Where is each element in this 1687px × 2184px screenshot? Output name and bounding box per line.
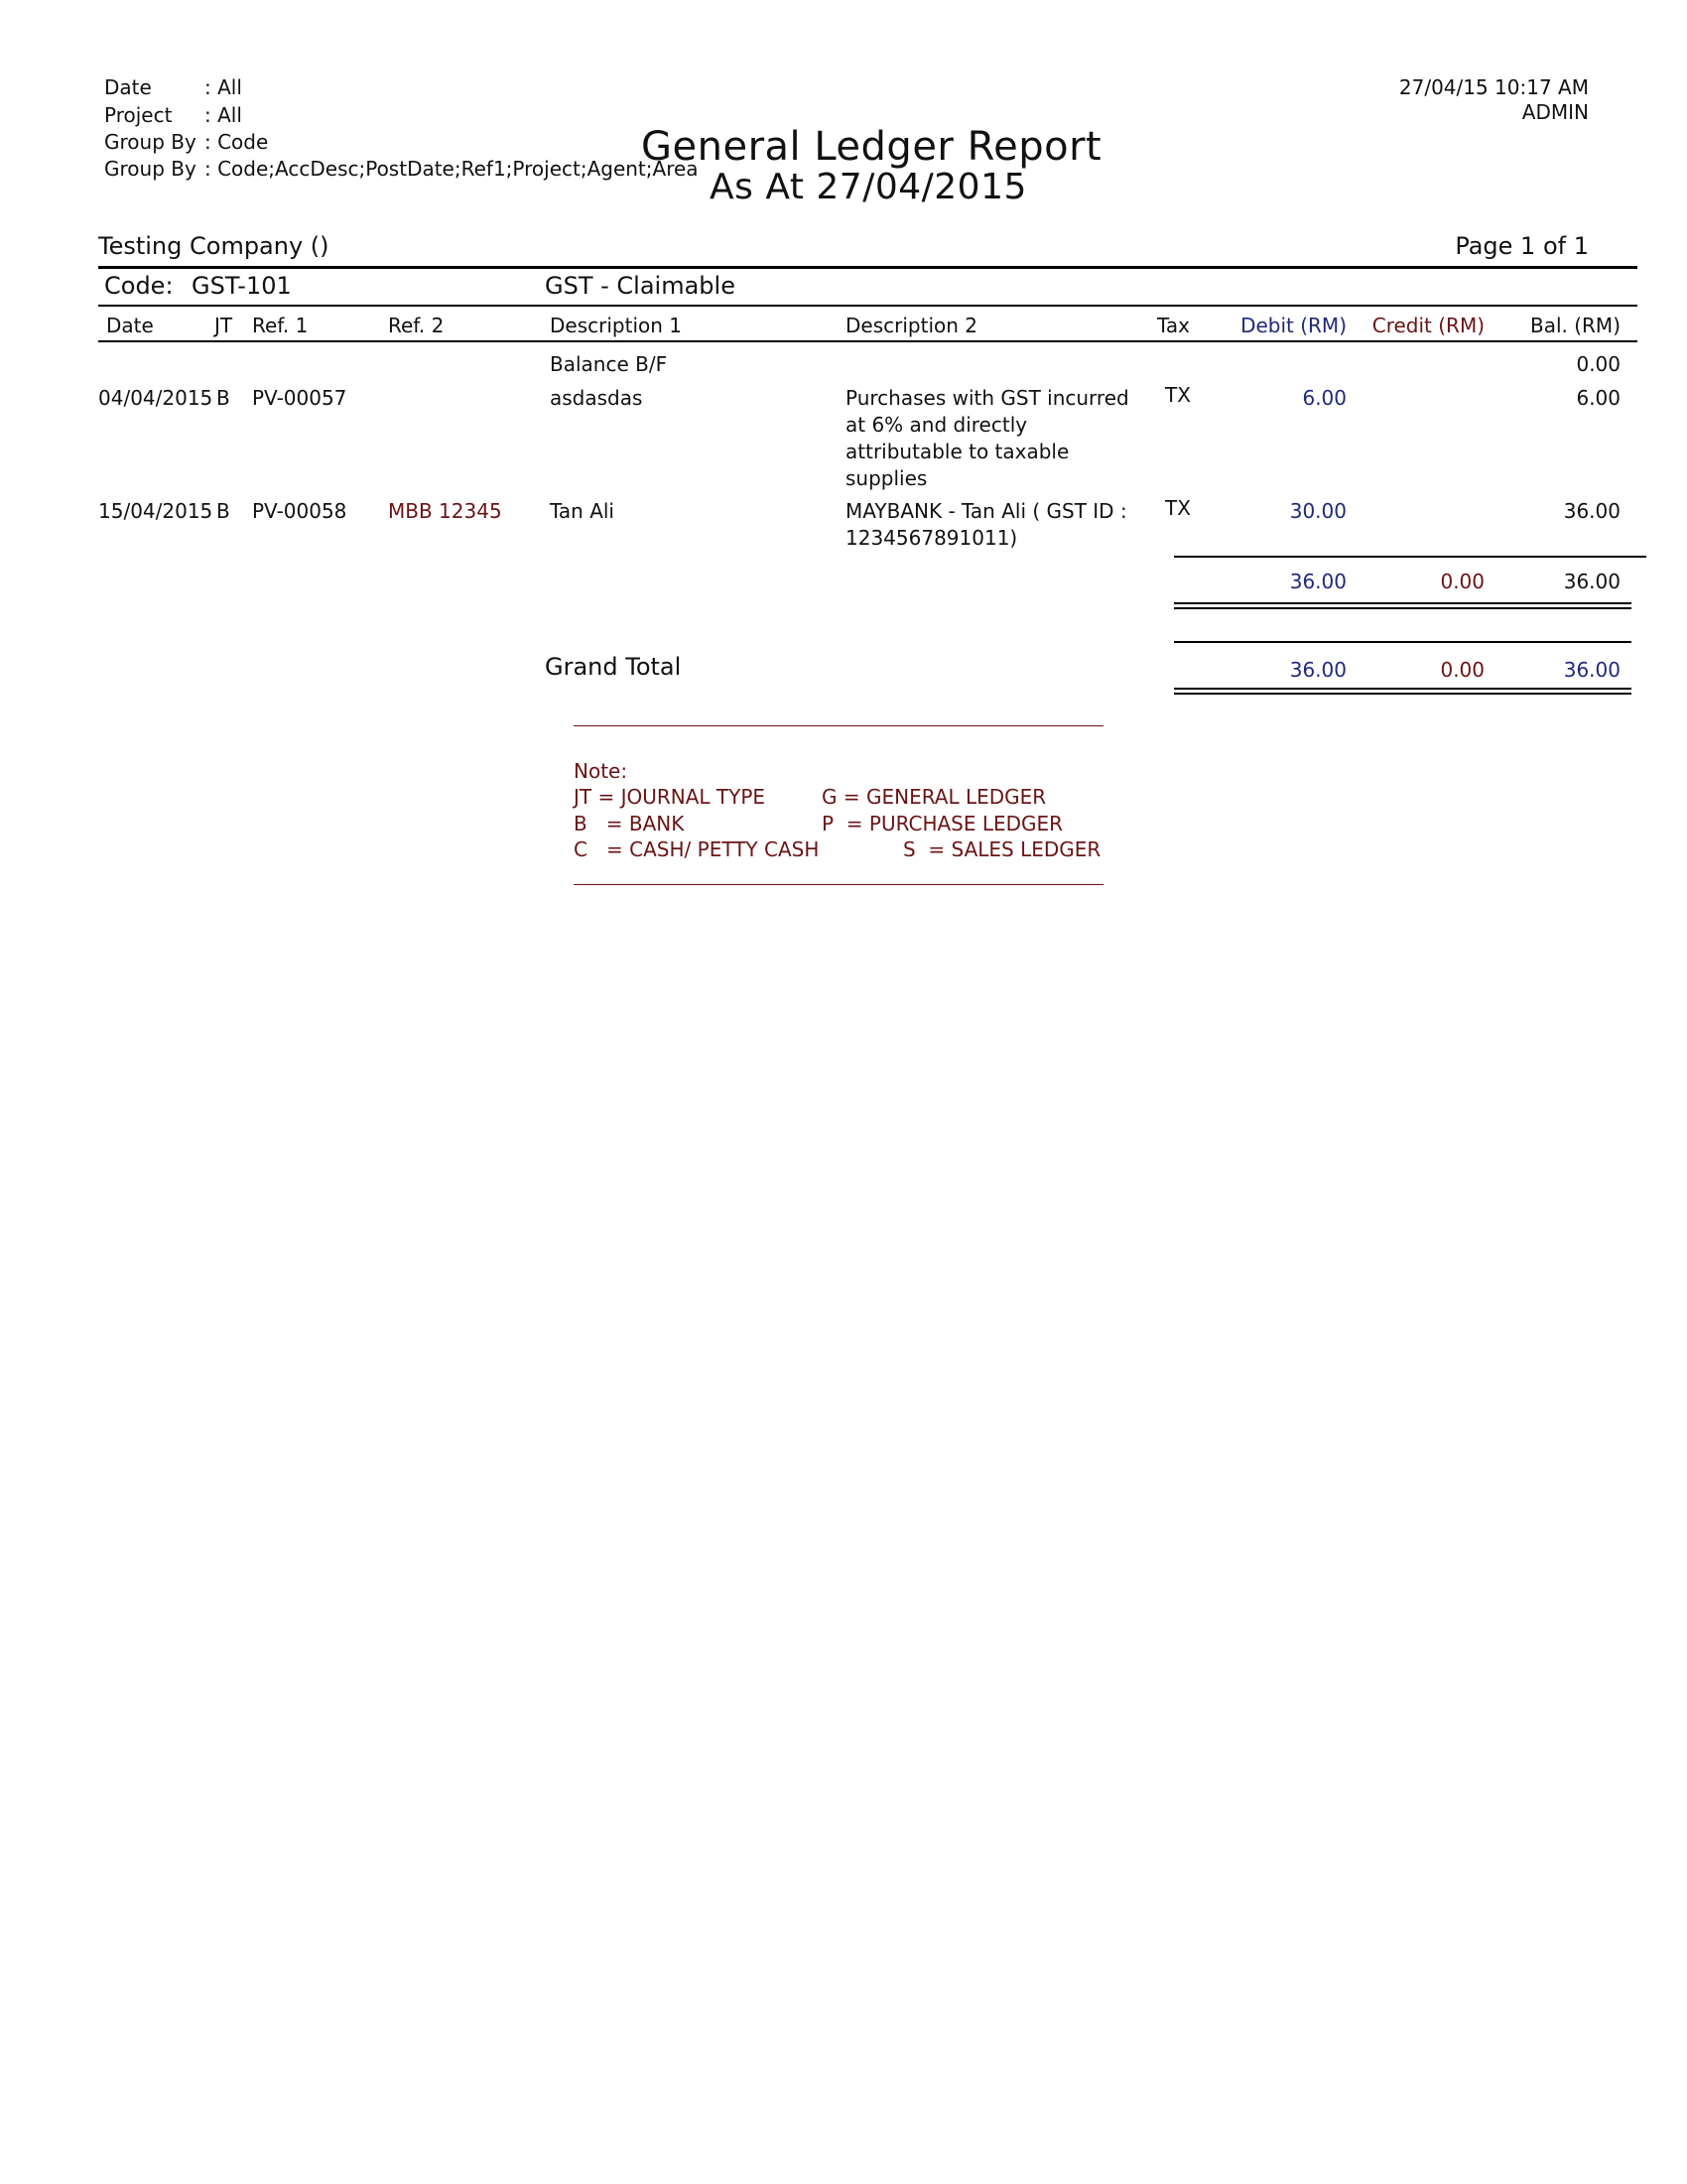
subtotal-top-rule (1174, 556, 1646, 558)
note-line-right: S = SALES LEDGER (903, 837, 1102, 861)
filter-groupby-label: Group By (104, 130, 196, 154)
note-heading: Note: (574, 759, 628, 783)
subtotal-credit: 0.00 (1440, 570, 1485, 593)
report-subtitle: As At 27/04/2015 (710, 167, 1027, 207)
balance-bf-value: 0.00 (1576, 352, 1621, 376)
row-ref1: PV-00057 (252, 386, 347, 410)
grandtotal-double-rule-2 (1174, 693, 1631, 695)
subtotal-double-rule-2 (1174, 607, 1631, 609)
grand-total-balance: 36.00 (1563, 658, 1621, 682)
row-desc1: asdasdas (550, 386, 643, 410)
row-desc2-line: attributable to taxable (845, 440, 1070, 463)
col-ref1: Ref. 1 (252, 314, 309, 337)
note-line-left: JT = JOURNAL TYPE (574, 785, 766, 809)
grand-total-label: Grand Total (545, 653, 682, 681)
col-ref2: Ref. 2 (388, 314, 445, 337)
company-name: Testing Company () (98, 232, 329, 260)
grand-total-debit: 36.00 (1289, 658, 1347, 682)
row-desc2-line: Purchases with GST incurred (845, 386, 1129, 410)
row-debit: 30.00 (1289, 499, 1347, 523)
report-title: General Ledger Report (641, 124, 1103, 170)
row-ref1: PV-00058 (252, 499, 347, 523)
row-balance: 6.00 (1576, 386, 1621, 410)
grandtotal-top-rule (1174, 641, 1631, 643)
page-number: Page 1 of 1 (1455, 232, 1589, 260)
printed-user: ADMIN (1521, 100, 1589, 124)
filter-groupby2-label: Group By (104, 157, 196, 181)
row-jt: B (216, 499, 230, 523)
col-date: Date (106, 314, 154, 337)
note-line-right: G = GENERAL LEDGER (822, 785, 1047, 809)
balance-bf-label: Balance B/F (550, 352, 668, 376)
col-tax: Tax (1157, 314, 1190, 337)
row-desc2-line: supplies (845, 466, 928, 490)
account-rule (98, 305, 1637, 307)
printed-timestamp: 27/04/15 10:17 AM (1398, 75, 1589, 99)
col-jt: JT (214, 314, 233, 337)
subtotal-double-rule-1 (1174, 602, 1631, 604)
row-desc2-line: 1234567891011) (845, 526, 1018, 550)
row-date: 15/04/2015 (98, 499, 213, 523)
row-debit: 6.00 (1302, 386, 1347, 410)
row-tax: TX (1165, 496, 1191, 520)
filter-groupby2-value: : Code;AccDesc;PostDate;Ref1;Project;Agent;Area (204, 157, 699, 181)
account-name: GST - Claimable (545, 272, 735, 300)
col-credit: Credit (RM) (1371, 314, 1485, 337)
row-ref2: MBB 12345 (388, 499, 502, 523)
row-tax: TX (1165, 383, 1191, 407)
row-desc2-line: at 6% and directly (845, 413, 1028, 437)
grand-total-credit: 0.00 (1440, 658, 1485, 682)
account-code-label: Code: (104, 272, 174, 300)
col-debit: Debit (RM) (1240, 314, 1347, 337)
subtotal-balance: 36.00 (1563, 570, 1621, 593)
col-desc1: Description 1 (550, 314, 682, 337)
grandtotal-double-rule-1 (1174, 688, 1631, 690)
note-top-rule (574, 725, 1103, 726)
note-line-right: P = PURCHASE LEDGER (822, 812, 1064, 835)
account-code: GST-101 (192, 272, 292, 300)
column-header-rule (98, 340, 1637, 342)
row-balance: 36.00 (1563, 499, 1621, 523)
header-rule (98, 266, 1637, 269)
row-desc2-line: MAYBANK - Tan Ali ( GST ID : (845, 499, 1127, 523)
subtotal-debit: 36.00 (1289, 570, 1347, 593)
row-desc1: Tan Ali (550, 499, 614, 523)
col-balance: Bal. (RM) (1529, 314, 1621, 337)
filter-groupby-value: : Code (204, 130, 269, 154)
filter-project-value: : All (204, 103, 242, 127)
filter-date-label: Date (104, 75, 152, 99)
row-date: 04/04/2015 (98, 386, 213, 410)
filter-date-value: : All (204, 75, 242, 99)
note-bottom-rule (574, 884, 1103, 885)
col-desc2: Description 2 (845, 314, 977, 337)
note-line-left: B = BANK (574, 812, 685, 835)
note-line-left: C = CASH/ PETTY CASH (574, 837, 820, 861)
row-jt: B (216, 386, 230, 410)
filter-project-label: Project (104, 103, 173, 127)
